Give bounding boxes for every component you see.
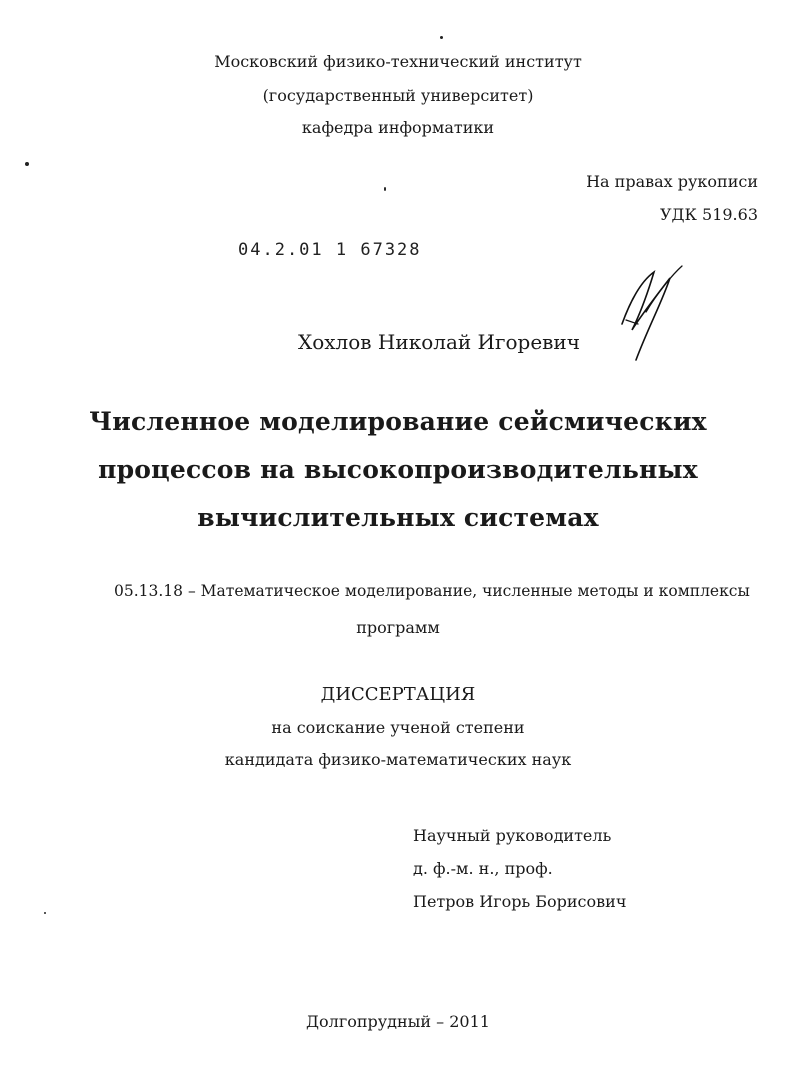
degree-name: кандидата физико-математических наук	[224, 750, 572, 769]
dissertation-title-line-3: вычислительных системах	[197, 503, 599, 532]
city-year: Долгопрудный – 2011	[306, 1012, 490, 1031]
supervisor-label: Научный руководитель	[413, 826, 612, 845]
scan-speck	[440, 36, 443, 39]
document-type: ДИССЕРТАЦИЯ	[320, 684, 476, 705]
department-name: кафедра информатики	[301, 118, 495, 137]
signature-icon	[618, 262, 688, 362]
scan-speck	[44, 912, 46, 914]
specialty-code: 05.13.18 – Математическое моделирование, численные методы и комплексы	[114, 582, 750, 600]
registration-number: 04.2.01 1 67328	[238, 240, 422, 260]
dissertation-title-line-2: процессов на высокопроизводительных	[98, 455, 698, 484]
specialty-continuation: программ	[356, 618, 440, 637]
udk-code: УДК 519.63	[659, 205, 758, 224]
degree-purpose: на соискание ученой степени	[271, 718, 525, 737]
author-name: Хохлов Николай Игоревич	[298, 330, 580, 354]
manuscript-rights: На правах рукописи	[586, 172, 758, 191]
scan-speck	[25, 162, 29, 166]
institution-status: (государственный университет)	[262, 86, 534, 105]
scan-speck	[384, 187, 386, 191]
supervisor-name: Петров Игорь Борисович	[413, 892, 627, 911]
institution-name: Московский физико-технический институт	[214, 52, 582, 71]
dissertation-title-line-1: Численное моделирование сейсмических	[89, 407, 707, 436]
supervisor-rank: д. ф.-м. н., проф.	[413, 859, 553, 878]
